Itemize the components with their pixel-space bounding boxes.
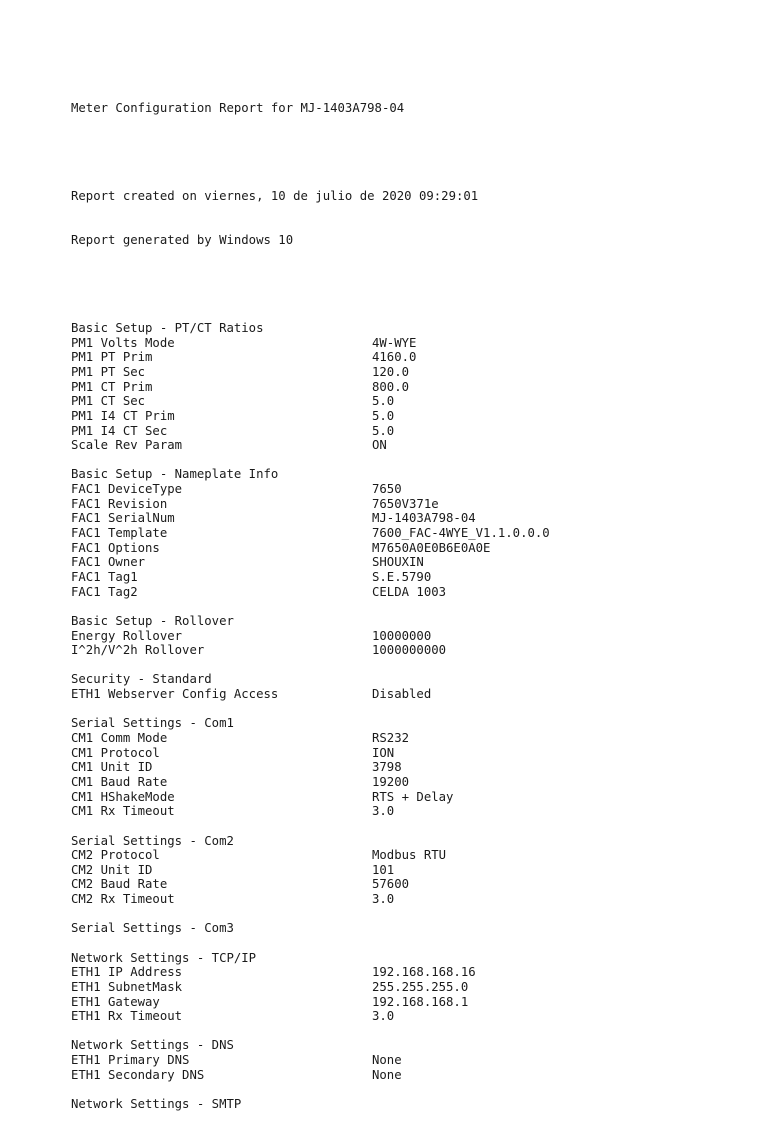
report-section xyxy=(71,1097,731,1112)
setting-label: FAC1 DeviceType xyxy=(71,482,183,497)
setting-row xyxy=(71,585,731,600)
setting-value: RS232 xyxy=(372,731,410,746)
setting-row xyxy=(71,1053,731,1068)
setting-value: 192.168.168.1 xyxy=(372,994,469,1009)
setting-row xyxy=(71,380,731,395)
setting-row xyxy=(71,877,731,892)
setting-label: PM1 PT Sec xyxy=(71,365,146,379)
report-sections xyxy=(71,321,731,1112)
setting-label: FAC1 Revision xyxy=(71,496,168,511)
section-title: Serial Settings - Com3 xyxy=(71,921,234,936)
setting-row xyxy=(71,804,731,819)
spacer xyxy=(71,599,731,614)
setting-value: 7650 xyxy=(372,482,402,497)
setting-label: ETH1 Webserver Config Access xyxy=(71,687,279,702)
spacer xyxy=(71,658,731,673)
setting-row xyxy=(71,555,731,570)
setting-value: 1000000000 xyxy=(372,643,447,658)
spacer xyxy=(71,1082,731,1097)
setting-value: 3.0 xyxy=(372,892,395,907)
setting-row xyxy=(71,848,731,863)
setting-row xyxy=(71,438,731,453)
setting-label: ETH1 Gateway xyxy=(71,994,160,1009)
setting-value: 101 xyxy=(372,862,395,877)
setting-value: ON xyxy=(372,438,387,453)
section-title: Basic Setup - Nameplate Info xyxy=(71,467,279,482)
setting-value: 5.0 xyxy=(372,408,395,423)
spacer xyxy=(71,702,731,717)
setting-label: FAC1 Template xyxy=(71,526,168,541)
setting-label: ETH1 Secondary DNS xyxy=(71,1067,205,1082)
spacer xyxy=(71,1024,731,1039)
setting-row xyxy=(71,965,731,980)
setting-row xyxy=(71,541,731,556)
setting-value: 4160.0 xyxy=(372,350,417,365)
setting-value: 57600 xyxy=(372,877,410,892)
setting-row xyxy=(71,1009,731,1024)
setting-label: I^2h/V^2h Rollover xyxy=(71,643,205,658)
setting-row xyxy=(71,760,731,775)
setting-label: PM1 I4 CT Sec xyxy=(71,423,168,438)
setting-label: PM1 Volts Mode xyxy=(71,335,175,350)
setting-label: PM1 I4 CT Prim xyxy=(71,408,175,423)
setting-value: None xyxy=(372,1067,402,1082)
setting-label: ETH1 SubnetMask xyxy=(71,979,183,994)
setting-row xyxy=(71,511,731,526)
section-title: Basic Setup - Rollover xyxy=(71,613,234,628)
setting-label: PM1 CT Prim xyxy=(71,379,153,394)
setting-value: 4W-WYE xyxy=(372,335,417,350)
setting-label: CM1 Unit ID xyxy=(71,760,153,775)
setting-value: 800.0 xyxy=(372,379,410,394)
setting-label: ETH1 Rx Timeout xyxy=(71,1009,183,1024)
spacer xyxy=(71,819,731,834)
setting-label: CM1 HShakeMode xyxy=(71,789,175,804)
setting-value: M7650A0E0B6E0A0E xyxy=(372,540,491,555)
setting-value: CELDA 1003 xyxy=(372,584,447,599)
report-section xyxy=(71,1038,731,1097)
setting-label: CM1 Protocol xyxy=(71,745,160,760)
setting-value: 7600_FAC-4WYE_V1.1.0.0.0 xyxy=(372,526,550,541)
setting-row xyxy=(71,731,731,746)
setting-label: Scale Rev Param xyxy=(71,438,183,453)
setting-value: RTS + Delay xyxy=(372,789,454,804)
setting-label: Energy Rollover xyxy=(71,628,183,643)
setting-value: 3798 xyxy=(372,760,402,775)
report-section xyxy=(71,951,731,1039)
setting-label: ETH1 Primary DNS xyxy=(71,1053,190,1068)
setting-value: 3.0 xyxy=(372,804,395,819)
report-created: Report created on viernes, 10 de julio de 2020 09:29:01 xyxy=(71,189,479,204)
setting-row xyxy=(71,365,731,380)
report-document xyxy=(71,72,731,1126)
spacer xyxy=(71,145,731,160)
setting-row xyxy=(71,863,731,878)
setting-row xyxy=(71,980,731,995)
setting-row xyxy=(71,409,731,424)
setting-row xyxy=(71,790,731,805)
setting-label: CM1 Rx Timeout xyxy=(71,804,175,819)
section-title: Serial Settings - Com2 xyxy=(71,833,234,848)
setting-row xyxy=(71,482,731,497)
setting-row xyxy=(71,687,731,702)
setting-label: ETH1 IP Address xyxy=(71,965,183,980)
setting-row xyxy=(71,892,731,907)
report-section xyxy=(71,672,731,716)
setting-row xyxy=(71,643,731,658)
setting-label: CM1 Comm Mode xyxy=(71,731,168,746)
setting-value: 5.0 xyxy=(372,394,395,409)
setting-row xyxy=(71,746,731,761)
spacer xyxy=(71,907,731,922)
setting-label: CM2 Unit ID xyxy=(71,862,153,877)
setting-value: MJ-1403A798-04 xyxy=(372,511,476,526)
section-title: Security - Standard xyxy=(71,672,212,687)
setting-row xyxy=(71,629,731,644)
setting-value: 255.255.255.0 xyxy=(372,979,469,994)
setting-value: None xyxy=(372,1053,402,1068)
setting-row xyxy=(71,995,731,1010)
report-section xyxy=(71,321,731,467)
setting-label: CM1 Baud Rate xyxy=(71,774,168,789)
setting-label: CM2 Protocol xyxy=(71,848,160,863)
setting-value: Disabled xyxy=(372,687,432,702)
setting-row xyxy=(71,1068,731,1083)
section-title: Basic Setup - PT/CT Ratios xyxy=(71,321,264,336)
setting-value: 120.0 xyxy=(372,365,410,379)
section-title: Network Settings - SMTP xyxy=(71,1097,242,1112)
setting-label: FAC1 Tag1 xyxy=(71,569,138,584)
report-title: Meter Configuration Report for MJ-1403A798-04 xyxy=(71,101,405,116)
report-section xyxy=(71,467,731,613)
setting-row xyxy=(71,775,731,790)
setting-value: 7650V371e xyxy=(372,496,439,511)
setting-value: Modbus RTU xyxy=(372,848,447,863)
report-section xyxy=(71,716,731,833)
setting-label: FAC1 SerialNum xyxy=(71,511,175,526)
setting-row xyxy=(71,497,731,512)
setting-row xyxy=(71,394,731,409)
setting-row xyxy=(71,350,731,365)
setting-value: 19200 xyxy=(372,774,410,789)
setting-value: ION xyxy=(372,745,395,760)
setting-row xyxy=(71,424,731,439)
spacer xyxy=(71,936,731,951)
setting-value: SHOUXIN xyxy=(372,555,424,570)
setting-row xyxy=(71,336,731,351)
spacer xyxy=(71,453,731,468)
setting-row xyxy=(71,526,731,541)
section-title: Network Settings - DNS xyxy=(71,1038,234,1053)
setting-value: 192.168.168.16 xyxy=(372,965,476,980)
spacer xyxy=(71,277,731,292)
setting-value: 5.0 xyxy=(372,423,395,438)
section-title: Serial Settings - Com1 xyxy=(71,716,234,731)
setting-label: FAC1 Owner xyxy=(71,555,146,570)
setting-label: FAC1 Options xyxy=(71,540,160,555)
setting-label: FAC1 Tag2 xyxy=(71,584,138,599)
setting-label: CM2 Rx Timeout xyxy=(71,892,175,907)
report-generated-by: Report generated by Windows 10 xyxy=(71,233,294,248)
setting-row xyxy=(71,570,731,585)
setting-value: 10000000 xyxy=(372,628,432,643)
report-section xyxy=(71,921,731,950)
setting-value: S.E.5790 xyxy=(372,569,432,584)
setting-label: CM2 Baud Rate xyxy=(71,877,168,892)
setting-label: PM1 CT Sec xyxy=(71,394,146,409)
section-title: Network Settings - TCP/IP xyxy=(71,950,257,965)
setting-value: 3.0 xyxy=(372,1009,395,1024)
setting-label: PM1 PT Prim xyxy=(71,350,153,365)
report-section xyxy=(71,614,731,673)
report-section xyxy=(71,834,731,922)
